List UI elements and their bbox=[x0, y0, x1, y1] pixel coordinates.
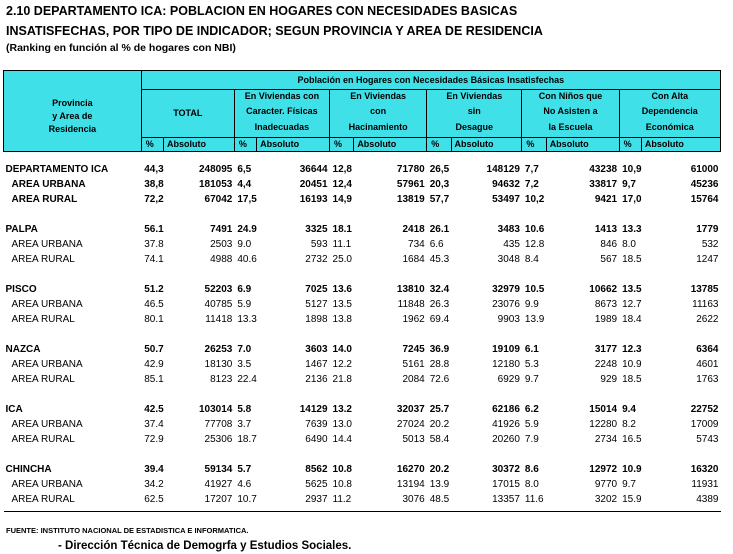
pct-cell: 5.8 bbox=[237, 404, 252, 415]
g4-header-l2: No Asisten a bbox=[522, 103, 619, 119]
table-row bbox=[4, 237, 721, 252]
pct-cell: 5.3 bbox=[524, 359, 539, 370]
abs-cell: 40785 bbox=[204, 299, 233, 310]
abs-cell: 20451 bbox=[299, 179, 328, 190]
pct-cell: 51.2 bbox=[144, 284, 164, 295]
abs-cell: 5743 bbox=[696, 434, 719, 445]
g4-header-l3: la Escuela bbox=[522, 119, 619, 135]
pct-cell: 6.2 bbox=[524, 404, 539, 415]
pct-cell: 57,7 bbox=[429, 194, 450, 205]
title-line-1: 2.10 DEPARTAMENTO ICA: POBLACION EN HOGARES CON NECESIDADES BASICAS bbox=[6, 4, 518, 18]
abs-cell: 53497 bbox=[492, 194, 520, 205]
nbi-table bbox=[3, 70, 721, 512]
abs-cell: 16193 bbox=[299, 194, 328, 205]
pct-cell: 14.4 bbox=[332, 434, 352, 445]
table-row bbox=[4, 432, 721, 447]
abs-cell: 15014 bbox=[589, 404, 618, 415]
table-row bbox=[4, 282, 721, 297]
abs-cell: 59134 bbox=[204, 464, 233, 475]
abs-cell: 11163 bbox=[692, 299, 719, 310]
abs-cell: 846 bbox=[600, 239, 618, 250]
abs-cell: 57961 bbox=[396, 179, 425, 190]
row-label: AREA RURAL bbox=[11, 434, 75, 445]
abs-cell: 4988 bbox=[210, 254, 233, 265]
table-row bbox=[4, 462, 721, 477]
abs-cell: 52203 bbox=[204, 284, 233, 295]
g1-header-l1: En Viviendas con bbox=[234, 90, 329, 104]
pct-cell: 13.3 bbox=[237, 314, 257, 325]
abs-cell: 532 bbox=[701, 239, 719, 250]
pct-cell: 56.1 bbox=[144, 224, 164, 235]
pct-cell: 16.5 bbox=[622, 434, 642, 445]
g2-header-l1: En Viviendas bbox=[330, 90, 427, 104]
pct-cell: 28.8 bbox=[429, 359, 450, 370]
abs-cell: 2732 bbox=[305, 254, 328, 265]
pct-cell: 17,0 bbox=[622, 194, 642, 205]
abs-cell: 2503 bbox=[210, 239, 233, 250]
pct-cell: 80.1 bbox=[144, 314, 164, 325]
pct-header: % bbox=[234, 138, 256, 152]
pct-cell: 12.8 bbox=[524, 239, 545, 250]
abs-cell: 18130 bbox=[204, 359, 233, 370]
pct-cell: 72.6 bbox=[429, 374, 450, 385]
pct-cell: 20,3 bbox=[429, 179, 450, 190]
pct-cell: 36.9 bbox=[429, 344, 450, 355]
abs-cell: 20260 bbox=[492, 434, 520, 445]
pct-header: % bbox=[427, 138, 451, 152]
table-row bbox=[4, 492, 721, 507]
pct-cell: 9.7 bbox=[622, 479, 636, 490]
pct-cell: 69.4 bbox=[429, 314, 450, 325]
abs-cell: 4601 bbox=[696, 359, 719, 370]
province-header-l3: Residencia bbox=[48, 123, 97, 134]
row-label: AREA URBANA bbox=[11, 299, 83, 310]
pct-cell: 4,4 bbox=[237, 179, 252, 190]
g1-header-l3: Inadecuadas bbox=[234, 119, 329, 135]
g4-header-l1: Con Niños que bbox=[522, 90, 619, 104]
pct-cell: 13.9 bbox=[524, 314, 545, 325]
abs-cell: 22752 bbox=[690, 404, 719, 415]
g3-header-l3: Desague bbox=[427, 119, 522, 135]
abs-cell: 16270 bbox=[396, 464, 425, 475]
abs-cell: 2248 bbox=[594, 359, 618, 370]
abs-cell: 2734 bbox=[594, 434, 618, 445]
pct-cell: 72,2 bbox=[144, 194, 164, 205]
table-row bbox=[4, 477, 721, 492]
abs-cell: 7639 bbox=[305, 419, 328, 430]
pct-cell: 10,9 bbox=[622, 164, 642, 175]
span-title-header: Población en Hogares con Necesidades Básicas Insatisfechas bbox=[141, 71, 720, 90]
abs-cell: 2136 bbox=[305, 374, 328, 385]
pct-cell: 44,3 bbox=[144, 164, 164, 175]
abs-cell: 30372 bbox=[492, 464, 520, 475]
pct-cell: 7,7 bbox=[524, 164, 539, 175]
row-label: NAZCA bbox=[5, 344, 41, 355]
pct-cell: 11.6 bbox=[524, 494, 544, 505]
total-header-label: TOTAL bbox=[173, 108, 203, 118]
pct-header: % bbox=[619, 138, 641, 152]
abs-cell: 6490 bbox=[305, 434, 328, 445]
pct-cell: 38,8 bbox=[144, 179, 164, 190]
abs-cell: 13819 bbox=[396, 194, 425, 205]
abs-cell: 1898 bbox=[305, 314, 328, 325]
abs-cell: 10662 bbox=[589, 284, 618, 295]
pct-cell: 58.4 bbox=[429, 434, 450, 445]
abs-cell: 9421 bbox=[594, 194, 618, 205]
abs-cell: 11848 bbox=[397, 299, 425, 310]
abs-header: Absoluto bbox=[163, 138, 234, 152]
row-label: AREA URBANA bbox=[11, 479, 83, 490]
abs-cell: 67042 bbox=[204, 194, 233, 205]
title-line-2: INSATISFECHAS, POR TIPO DE INDICADOR; SEGUN PROVINCIA Y AREA DE RESIDENCIA bbox=[6, 24, 543, 38]
pct-cell: 85.1 bbox=[144, 374, 164, 385]
pct-cell: 7,2 bbox=[524, 179, 539, 190]
abs-cell: 12280 bbox=[589, 419, 618, 430]
pct-cell: 5.9 bbox=[237, 299, 252, 310]
pct-cell: 25.0 bbox=[332, 254, 352, 265]
abs-cell: 16320 bbox=[690, 464, 719, 475]
pct-cell: 18.1 bbox=[332, 224, 352, 235]
pct-cell: 8.2 bbox=[622, 419, 636, 430]
abs-cell: 593 bbox=[310, 239, 328, 250]
g3-header-l1: En Viviendas bbox=[427, 90, 522, 104]
pct-cell: 42.5 bbox=[144, 404, 164, 415]
abs-cell: 13194 bbox=[396, 479, 425, 490]
g5-header-l1: Con Alta bbox=[619, 90, 720, 104]
abs-cell: 14129 bbox=[299, 404, 328, 415]
abs-cell: 9903 bbox=[497, 314, 520, 325]
table-row bbox=[4, 177, 721, 192]
pct-cell: 32.4 bbox=[429, 284, 450, 295]
pct-cell: 13.2 bbox=[332, 404, 352, 415]
pct-cell: 12.7 bbox=[622, 299, 642, 310]
pct-cell: 24.9 bbox=[237, 224, 257, 235]
abs-cell: 13785 bbox=[690, 284, 719, 295]
pct-cell: 62.5 bbox=[144, 494, 164, 505]
abs-cell: 3202 bbox=[594, 494, 618, 505]
pct-cell: 18.4 bbox=[622, 314, 642, 325]
pct-cell: 10.7 bbox=[237, 494, 257, 505]
abs-cell: 5161 bbox=[402, 359, 425, 370]
pct-cell: 10.5 bbox=[524, 284, 545, 295]
pct-cell: 10.8 bbox=[332, 464, 352, 475]
pct-cell: 5.7 bbox=[237, 464, 252, 475]
abs-cell: 19109 bbox=[492, 344, 520, 355]
province-header-l2: y Area de bbox=[52, 110, 93, 121]
footer-source: FUENTE: INSTITUTO NACIONAL DE ESTADISTICA E INFORMATICA. bbox=[6, 526, 249, 535]
abs-cell: 5625 bbox=[305, 479, 328, 490]
abs-cell: 6929 bbox=[497, 374, 520, 385]
pct-header: % bbox=[522, 138, 546, 152]
table-row bbox=[4, 192, 721, 207]
pct-header: % bbox=[141, 138, 163, 152]
abs-cell: 1467 bbox=[305, 359, 328, 370]
pct-cell: 13.6 bbox=[332, 284, 352, 295]
pct-cell: 8.4 bbox=[524, 254, 539, 265]
abs-cell: 8673 bbox=[594, 299, 618, 310]
pct-cell: 48.5 bbox=[429, 494, 450, 505]
abs-cell: 1684 bbox=[402, 254, 425, 265]
pct-cell: 9.4 bbox=[622, 404, 636, 415]
abs-cell: 45236 bbox=[690, 179, 719, 190]
table-row bbox=[4, 417, 721, 432]
pct-header: % bbox=[330, 138, 354, 152]
abs-cell: 1763 bbox=[696, 374, 719, 385]
pct-cell: 14,9 bbox=[332, 194, 352, 205]
pct-cell: 7.0 bbox=[237, 344, 252, 355]
pct-cell: 14.0 bbox=[332, 344, 352, 355]
abs-cell: 3076 bbox=[402, 494, 425, 505]
province-header-l1: Provincia bbox=[52, 97, 93, 108]
pct-cell: 39.4 bbox=[144, 464, 164, 475]
abs-header: Absoluto bbox=[451, 138, 522, 152]
abs-cell: 9770 bbox=[594, 479, 618, 490]
abs-cell: 734 bbox=[408, 239, 425, 250]
table-row bbox=[4, 402, 721, 417]
abs-header: Absoluto bbox=[546, 138, 619, 152]
pct-cell: 6.9 bbox=[237, 284, 252, 295]
abs-cell: 62186 bbox=[492, 404, 520, 415]
g5-header-l2: Dependencia bbox=[619, 103, 720, 119]
table-bottom-rule bbox=[4, 507, 721, 512]
abs-cell: 1779 bbox=[696, 224, 719, 235]
abs-cell: 181053 bbox=[198, 179, 233, 190]
pct-cell: 6.1 bbox=[524, 344, 539, 355]
abs-cell: 2622 bbox=[696, 314, 719, 325]
g3-header-l2: sin bbox=[427, 103, 522, 119]
abs-cell: 94632 bbox=[492, 179, 520, 190]
pct-cell: 34.2 bbox=[144, 479, 164, 490]
row-label: AREA URBANA bbox=[11, 239, 83, 250]
row-label: DEPARTAMENTO ICA bbox=[5, 164, 109, 175]
table-row bbox=[4, 372, 721, 387]
pct-cell: 20.2 bbox=[429, 419, 450, 430]
abs-cell: 929 bbox=[600, 374, 618, 385]
pct-cell: 13.0 bbox=[332, 419, 352, 430]
pct-cell: 13.5 bbox=[332, 299, 352, 310]
table-row bbox=[4, 297, 721, 312]
pct-cell: 45.3 bbox=[429, 254, 450, 265]
row-label: AREA RURAL bbox=[11, 194, 78, 205]
pct-cell: 10.9 bbox=[622, 464, 642, 475]
abs-cell: 5127 bbox=[305, 299, 328, 310]
pct-cell: 9.9 bbox=[524, 299, 539, 310]
abs-cell: 43238 bbox=[589, 164, 618, 175]
table-row bbox=[4, 312, 721, 327]
pct-cell: 9,7 bbox=[622, 179, 636, 190]
pct-cell: 8.0 bbox=[622, 239, 636, 250]
pct-cell: 50.7 bbox=[144, 344, 164, 355]
g5-header-l3: Económica bbox=[619, 119, 720, 135]
pct-cell: 9.0 bbox=[237, 239, 252, 250]
pct-cell: 26.1 bbox=[429, 224, 450, 235]
abs-cell: 2937 bbox=[305, 494, 328, 505]
pct-cell: 5.9 bbox=[524, 419, 539, 430]
abs-cell: 23076 bbox=[492, 299, 520, 310]
abs-cell: 7025 bbox=[305, 284, 328, 295]
pct-cell: 72.9 bbox=[144, 434, 164, 445]
abs-cell: 1962 bbox=[402, 314, 425, 325]
abs-cell: 148129 bbox=[486, 164, 520, 175]
row-label: PALPA bbox=[5, 224, 38, 235]
pct-cell: 3.7 bbox=[237, 419, 252, 430]
pct-cell: 12.2 bbox=[332, 359, 352, 370]
abs-cell: 248095 bbox=[198, 164, 233, 175]
abs-cell: 3603 bbox=[305, 344, 328, 355]
abs-cell: 12180 bbox=[492, 359, 520, 370]
abs-cell: 8123 bbox=[210, 374, 233, 385]
abs-cell: 567 bbox=[600, 254, 618, 265]
table-row bbox=[4, 252, 721, 267]
table-row bbox=[4, 342, 721, 357]
abs-cell: 7245 bbox=[402, 344, 425, 355]
pct-cell: 40.6 bbox=[237, 254, 257, 265]
pct-cell: 10.8 bbox=[332, 479, 352, 490]
abs-cell: 77708 bbox=[204, 419, 233, 430]
pct-cell: 13.3 bbox=[622, 224, 642, 235]
pct-cell: 8.6 bbox=[524, 464, 539, 475]
abs-cell: 15764 bbox=[690, 194, 719, 205]
pct-cell: 13.9 bbox=[429, 479, 450, 490]
abs-cell: 13810 bbox=[396, 284, 425, 295]
abs-cell: 61000 bbox=[690, 164, 719, 175]
pct-cell: 17,5 bbox=[237, 194, 257, 205]
pct-cell: 22.4 bbox=[237, 374, 257, 385]
pct-cell: 6.6 bbox=[429, 239, 444, 250]
pct-cell: 6,5 bbox=[237, 164, 252, 175]
abs-cell: 17009 bbox=[690, 419, 719, 430]
abs-cell: 11418 bbox=[205, 314, 233, 325]
pct-cell: 11.2 bbox=[332, 494, 352, 505]
pct-cell: 8.0 bbox=[524, 479, 539, 490]
abs-cell: 103014 bbox=[198, 404, 233, 415]
pct-cell: 3.5 bbox=[237, 359, 252, 370]
row-label: ICA bbox=[5, 404, 23, 415]
abs-cell: 12972 bbox=[589, 464, 618, 475]
abs-cell: 2084 bbox=[402, 374, 425, 385]
pct-cell: 26.3 bbox=[429, 299, 450, 310]
abs-cell: 27024 bbox=[396, 419, 425, 430]
abs-cell: 7491 bbox=[210, 224, 233, 235]
row-label: AREA RURAL bbox=[11, 494, 75, 505]
abs-cell: 1413 bbox=[594, 224, 618, 235]
abs-cell: 3483 bbox=[497, 224, 520, 235]
subtitle: (Ranking en función al % de hogares con NBI) bbox=[6, 42, 236, 54]
pct-cell: 18.5 bbox=[622, 374, 642, 385]
row-label: AREA RURAL bbox=[11, 254, 75, 265]
pct-cell: 10.9 bbox=[622, 359, 642, 370]
abs-cell: 32979 bbox=[492, 284, 520, 295]
pct-cell: 18.5 bbox=[622, 254, 642, 265]
row-label: CHINCHA bbox=[5, 464, 52, 475]
pct-cell: 10,2 bbox=[524, 194, 545, 205]
pct-cell: 37.8 bbox=[144, 239, 164, 250]
row-label: PISCO bbox=[5, 284, 37, 295]
g2-header-l3: Hacinamiento bbox=[330, 119, 427, 135]
abs-cell: 36644 bbox=[299, 164, 328, 175]
abs-cell: 4389 bbox=[696, 494, 719, 505]
abs-cell: 33817 bbox=[589, 179, 618, 190]
abs-header: Absoluto bbox=[641, 138, 720, 152]
pct-cell: 21.8 bbox=[332, 374, 352, 385]
pct-cell: 18.7 bbox=[237, 434, 257, 445]
pct-cell: 15.9 bbox=[622, 494, 642, 505]
abs-cell: 5013 bbox=[402, 434, 425, 445]
abs-cell: 8562 bbox=[305, 464, 328, 475]
abs-cell: 6364 bbox=[696, 344, 719, 355]
abs-cell: 3325 bbox=[305, 224, 328, 235]
row-label: AREA URBANA bbox=[11, 359, 83, 370]
abs-cell: 25306 bbox=[204, 434, 233, 445]
abs-cell: 32037 bbox=[396, 404, 425, 415]
pct-cell: 11.1 bbox=[332, 239, 352, 250]
table-body bbox=[4, 152, 721, 512]
pct-cell: 12,4 bbox=[332, 179, 352, 190]
abs-cell: 26253 bbox=[204, 344, 233, 355]
pct-cell: 7.9 bbox=[524, 434, 539, 445]
pct-cell: 13.8 bbox=[332, 314, 352, 325]
table-row bbox=[4, 222, 721, 237]
g1-header-l2: Caracter. Físicas bbox=[234, 103, 329, 119]
row-label: AREA RURAL bbox=[11, 314, 75, 325]
row-label: AREA URBANA bbox=[11, 179, 86, 190]
abs-cell: 3177 bbox=[594, 344, 618, 355]
pct-cell: 10.6 bbox=[524, 224, 545, 235]
pct-cell: 46.5 bbox=[144, 299, 164, 310]
pct-cell: 9.7 bbox=[524, 374, 539, 385]
pct-cell: 25.7 bbox=[429, 404, 450, 415]
abs-cell: 17015 bbox=[492, 479, 520, 490]
abs-header: Absoluto bbox=[354, 138, 427, 152]
abs-cell: 17207 bbox=[204, 494, 233, 505]
abs-cell: 435 bbox=[503, 239, 520, 250]
abs-cell: 41926 bbox=[492, 419, 520, 430]
abs-cell: 3048 bbox=[497, 254, 520, 265]
abs-cell: 1247 bbox=[696, 254, 719, 265]
abs-cell: 13357 bbox=[492, 494, 520, 505]
table-row bbox=[4, 357, 721, 372]
pct-cell: 13.5 bbox=[622, 284, 642, 295]
abs-cell: 11931 bbox=[691, 479, 719, 490]
abs-cell: 2418 bbox=[402, 224, 425, 235]
pct-cell: 42.9 bbox=[144, 359, 164, 370]
pct-cell: 4.6 bbox=[237, 479, 252, 490]
total-header bbox=[141, 90, 234, 138]
pct-cell: 26,5 bbox=[429, 164, 450, 175]
pct-cell: 74.1 bbox=[144, 254, 164, 265]
pct-cell: 12,8 bbox=[332, 164, 352, 175]
abs-cell: 71780 bbox=[396, 164, 425, 175]
g2-header-l2: con bbox=[330, 103, 427, 119]
row-label: AREA URBANA bbox=[11, 419, 83, 430]
footer-department: - Dirección Técnica de Demogrfa y Estudios Sociales. bbox=[58, 540, 352, 552]
row-label: AREA RURAL bbox=[11, 374, 75, 385]
table-row bbox=[4, 162, 721, 177]
abs-header: Absoluto bbox=[257, 138, 330, 152]
abs-cell: 1989 bbox=[594, 314, 618, 325]
pct-cell: 20.2 bbox=[429, 464, 450, 475]
pct-cell: 12.3 bbox=[622, 344, 642, 355]
abs-cell: 41927 bbox=[204, 479, 233, 490]
province-header bbox=[4, 71, 142, 152]
pct-cell: 37.4 bbox=[144, 419, 164, 430]
